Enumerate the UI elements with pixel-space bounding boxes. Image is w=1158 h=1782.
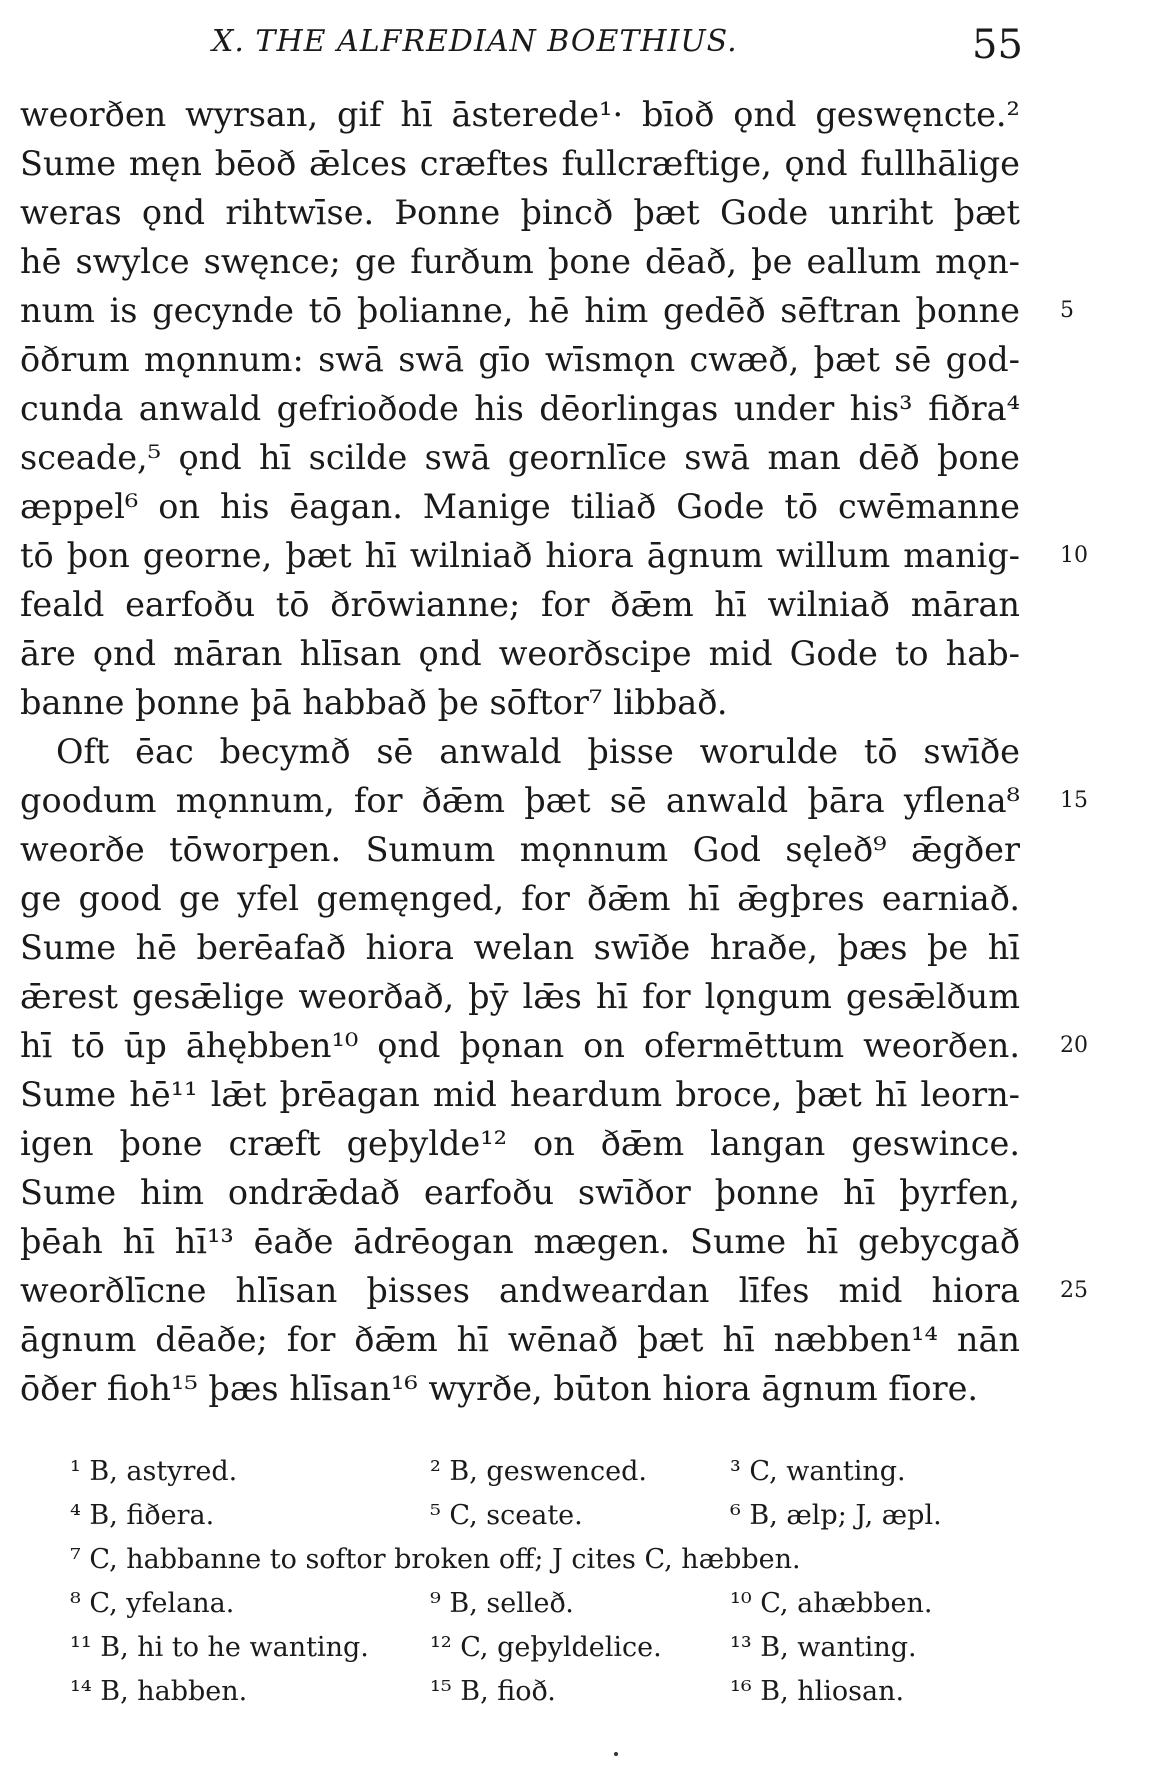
text-line-content: feald earfoðu tō ðrōwianne; for ðǣm hī wilniað māran [20, 585, 1020, 624]
text-line-content: weras ǫnd rihtwīse. Þonne þincð þæt Gode unriht þæt [20, 193, 1020, 232]
footnote: ⁸ C, yfelana. [70, 1588, 235, 1619]
text-line-content: āre ǫnd māran hlīsan ǫnd weorðscipe mid Gode to hab- [20, 634, 1020, 673]
text-line [20, 1119, 1020, 1168]
page-number: 55 [972, 22, 1023, 68]
text-line [20, 1315, 1020, 1364]
text-line [20, 384, 1020, 433]
text-line [20, 1266, 1088, 1315]
line-number: 15 [1060, 788, 1088, 813]
text-line [20, 825, 1020, 874]
text-line [20, 1364, 1020, 1413]
text-line-content: þēah hī hī¹³ ēaðe ādrēogan mægen. Sume hī gebycgað [20, 1222, 1020, 1261]
text-line [20, 1168, 1020, 1217]
text-line-content: num is gecynde tō þolianne, hē him gedēð sēftran þonne [20, 291, 1020, 330]
footnote: ¹³ B, wanting. [730, 1632, 917, 1663]
text-line-content: ge good ge yfel gemęnged, for ðǣm hī ǣgþres earniað. [20, 879, 1020, 918]
text-line-content: Sume him ondrǣdað earfoðu swīðor þonne hī þyrfen, [20, 1173, 1020, 1212]
footnote-row [50, 1626, 1030, 1670]
text-line-content: tō þon georne, þæt hī wilniað hiora āgnum willum manig- [20, 536, 1020, 575]
text-line-content: weorðen wyrsan, gif hī āsterede¹· bīoð ǫnd geswęncte.² [20, 95, 1020, 134]
text-line [20, 531, 1088, 580]
text-line [20, 972, 1020, 1021]
footnote: ¹¹ B, hi to he wanting. [70, 1632, 369, 1663]
line-number: 20 [1060, 1033, 1088, 1058]
text-line [20, 727, 1020, 776]
text-line [20, 629, 1020, 678]
text-line-content: weorðe tōworpen. Sumum mǫnnum God sęleð⁹ ǣgðer [20, 830, 1020, 869]
footnote: ² B, geswenced. [430, 1456, 647, 1487]
footnote: ¹⁰ C, ahæbben. [730, 1588, 933, 1619]
text-line [20, 776, 1088, 825]
footnotes [50, 1450, 1030, 1714]
text-line-content: sceade,⁵ ǫnd hī scilde swā geornlīce swā man dēð þone [20, 438, 1020, 477]
text-line-content: ōðrum mǫnnum: swā swā gīo wīsmǫn cwæð, þæt sē god- [20, 340, 1020, 379]
text-line [20, 90, 1020, 139]
line-number: 5 [1060, 298, 1074, 323]
footnote-row [50, 1670, 1030, 1714]
page-header [0, 16, 1158, 66]
text-line-content: ōðer fioh¹⁵ þæs hlīsan¹⁶ wyrðe, būton hiora āgnum fīore. [20, 1369, 979, 1408]
footnote-row [50, 1450, 1030, 1494]
text-line [20, 482, 1020, 531]
text-line [20, 874, 1020, 923]
line-number: 10 [1060, 543, 1088, 568]
text-line [20, 335, 1020, 384]
text-line-content: weorðlīcne hlīsan þisses andweardan līfes mid hiora [20, 1271, 1020, 1310]
text-line-content: Sume męn bēoð ǣlces cræftes fullcræftige, ǫnd fullhālige [20, 144, 1020, 183]
body-text [20, 90, 1088, 1413]
text-line [20, 1217, 1020, 1266]
text-line-content: Sume hē¹¹ lǣt þrēagan mid heardum broce, þæt hī leorn- [20, 1075, 1020, 1114]
text-line-content: ǣrest gesǣlige weorðað, þȳ lǣs hī for lǫngum gesǣlðum [20, 977, 1020, 1016]
footnote: ¹⁵ B, fioð. [430, 1676, 556, 1707]
text-line-content: āgnum dēaðe; for ðǣm hī wēnað þæt hī næbben¹⁴ nān [20, 1320, 1020, 1359]
footnote: ⁷ C, habbanne to softor broken off; J cites C, hæbben. [70, 1544, 801, 1575]
footnote: ¹² C, geþyldelice. [430, 1632, 662, 1663]
text-line [20, 237, 1020, 286]
text-line-content: igen þone cræft geþylde¹² on ðǣm langan geswince. [20, 1124, 1020, 1163]
text-line-content: banne þonne þā habbað þe sōftor⁷ libbað. [20, 683, 728, 722]
footnote: ³ C, wanting. [730, 1456, 906, 1487]
text-line-content: goodum mǫnnum, for ðǣm þæt sē anwald þāra yflena⁸ [20, 781, 1020, 820]
text-line [20, 1070, 1020, 1119]
text-line-content: Oft ēac becymð sē anwald þisse worulde tō swīðe [56, 732, 1020, 771]
text-line [20, 1021, 1088, 1070]
text-line-content: Sume hē berēafað hiora welan swīðe hraðe, þæs þe hī [20, 928, 1020, 967]
footnote: ⁵ C, sceate. [430, 1500, 583, 1531]
footnote: ⁴ B, fiðera. [70, 1500, 215, 1531]
footnote-row [50, 1494, 1030, 1538]
text-line [20, 678, 1020, 727]
text-line [20, 286, 1074, 335]
footnote: ⁹ B, selleð. [430, 1588, 574, 1619]
text-line-content: cunda anwald gefrioðode his dēorlingas under his³ fiðra⁴ [20, 389, 1020, 428]
footnote-row [50, 1538, 1030, 1582]
text-line [20, 139, 1020, 188]
footnote: ¹ B, astyred. [70, 1456, 238, 1487]
footnote: ¹⁶ B, hliosan. [730, 1676, 905, 1707]
running-head: X. THE ALFREDIAN BOETHIUS. [212, 24, 738, 59]
footnote: ¹⁴ B, habben. [70, 1676, 248, 1707]
text-line [20, 923, 1020, 972]
text-line [20, 580, 1020, 629]
text-line [20, 433, 1020, 482]
ink-speck [614, 1752, 618, 1756]
text-line-content: hī tō ūp āhębben¹⁰ ǫnd þǫnan on ofermēttum weorðen. [20, 1026, 1020, 1065]
text-line-content: hē swylce swęnce; ge furðum þone dēað, þe eallum mǫn- [20, 242, 1020, 281]
footnote-row [50, 1582, 1030, 1626]
text-line-content: æppel⁶ on his ēagan. Manige tiliað Gode tō cwēmanne [20, 487, 1020, 526]
line-number: 25 [1060, 1278, 1088, 1303]
footnote: ⁶ B, ælp; J, æpl. [730, 1500, 942, 1531]
text-line [20, 188, 1020, 237]
